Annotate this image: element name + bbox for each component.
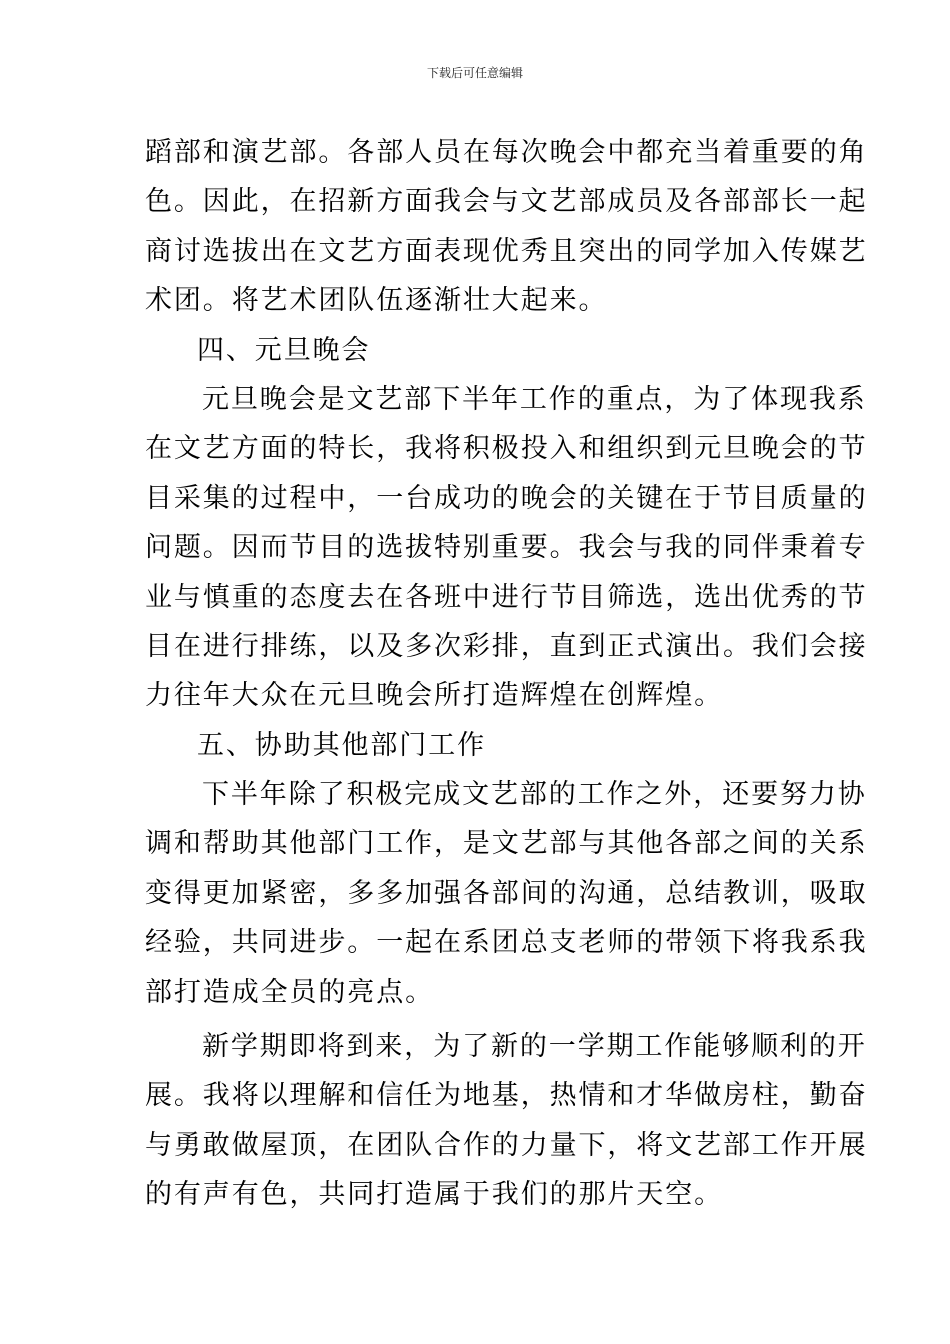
document-body [145, 128, 868, 1220]
text-line: 业与慎重的态度去在各班中进行节目筛选，选出优秀的节 [145, 581, 868, 613]
text-line: 问题。因而节目的选拔特别重要。我会与我的同伴秉着专 [145, 532, 868, 564]
text-line: 元旦晚会是文艺部下半年工作的重点，为了体现我系 [202, 383, 867, 415]
text-line: 目采集的过程中，一台成功的晚会的关键在于节目质量的 [145, 482, 868, 514]
text-line: 的有声有色，共同打造属于我们的那片天空。 [145, 1179, 723, 1211]
section-heading: 五、协助其他部门工作 [197, 729, 486, 761]
text-line: 在文艺方面的特长，我将积极投入和组织到元旦晚会的节 [145, 433, 868, 465]
text-line: 蹈部和演艺部。各部人员在每次晚会中都充当着重要的角 [145, 137, 868, 168]
text-line: 经验，共同进步。一起在系团总支老师的带领下将我系我 [145, 927, 868, 959]
text-line: 术团。将艺术团队伍逐渐壮大起来。 [145, 285, 608, 317]
text-line: 新学期即将到来，为了新的一学期工作能够顺利的开 [202, 1031, 867, 1063]
text-line: 调和帮助其他部门工作，是文艺部与其他各部之间的关系 [145, 828, 868, 860]
text-line: 部打造成全员的亮点。 [145, 976, 434, 1008]
text-line: 与勇敢做屋顶，在团队合作的力量下，将文艺部工作开展 [145, 1129, 868, 1161]
text-line: 变得更加紧密，多多加强各部间的沟通，总结教训，吸取 [145, 877, 868, 909]
text-line: 下半年除了积极完成文艺部的工作之外，还要努力协 [202, 779, 867, 811]
text-line: 色。因此，在招新方面我会与文艺部成员及各部部长一起 [145, 186, 868, 218]
text-line: 力往年大众在元旦晚会所打造辉煌在创辉煌。 [145, 680, 723, 712]
page-header: 下载后可任意编辑 [426, 66, 523, 80]
text-line: 目在进行排练，以及多次彩排，直到正式演出。我们会接 [145, 630, 868, 662]
text-line: 展。我将以理解和信任为地基，热情和才华做房柱，勤奋 [145, 1080, 868, 1112]
text-line: 商讨选拔出在文艺方面表现优秀且突出的同学加入传媒艺 [145, 235, 868, 267]
section-heading: 四、元旦晚会 [197, 334, 371, 366]
